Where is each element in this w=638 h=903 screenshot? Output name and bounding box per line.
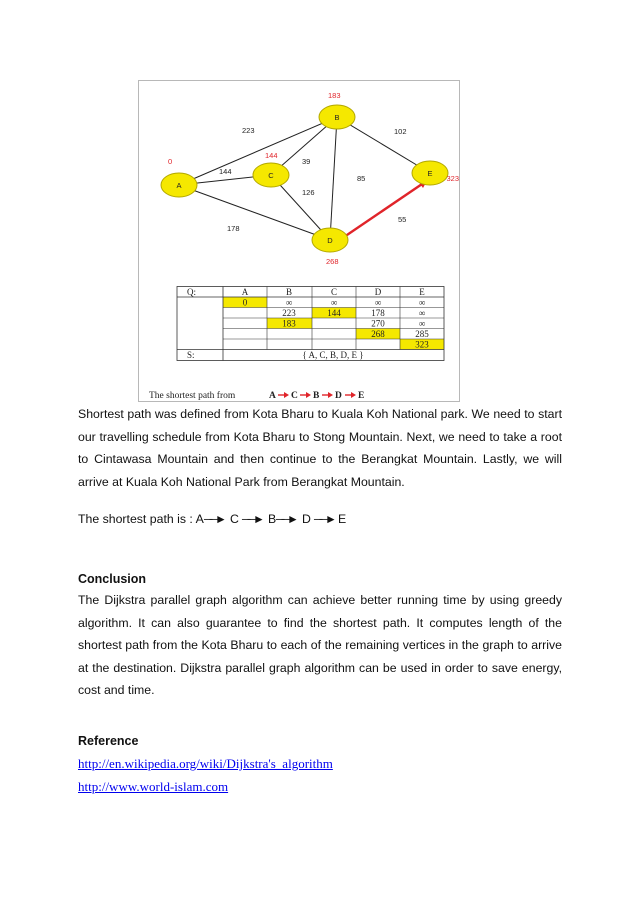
table-cell: 270 [371,318,385,329]
table-header-b: B [285,287,293,297]
table-cell: 178 [371,308,385,318]
table-cell: 0 [242,297,248,308]
caption-prefix: The shortest path from [149,391,236,401]
path-node: D [302,512,311,526]
table-cell: ∞ [285,297,293,308]
arrow-icon: ──► [204,512,224,526]
caption-node: D [335,391,342,401]
node-c [253,163,289,187]
table-s-label: S: [187,350,195,360]
conclusion-heading: Conclusion [78,572,147,586]
svg-text:B: B [334,113,340,122]
dist-d: 268 [326,257,339,266]
table-cell: ∞ [418,308,426,318]
table-header-a: A [241,287,249,297]
node-b [319,105,355,129]
dist-c: 144 [265,151,278,160]
edge-b-e [337,117,430,173]
reference-link-world-islam[interactable]: http://www.world-islam.com [78,779,229,794]
edge-d-e [344,182,425,237]
weight-c-d: 126 [302,188,315,197]
conclusion-paragraph: The Dijkstra parallel graph algorithm can achieve better running time by using greedy algorithm. It can also guarantee to find the shortest path. It computes length of the shortest path from the Kota Bharu to each of the remaining vertices in the graph to arrive at the destination. Dijkstra parallel graph algorithm can be used in order to save energy, cost and time. [78,593,562,697]
arrow-icon: ──► [276,512,296,526]
table-s-value: { A, C, B, D, E } [302,350,364,360]
table-cell: ∞ [418,297,426,308]
dist-b: 183 [328,91,341,100]
table-header-d: D [374,287,382,297]
shortest-path-label: The shortest path is : A [78,512,204,526]
svg-text:E: E [427,169,433,178]
dist-e: 323 [446,174,459,183]
table-cell: 285 [415,329,429,339]
node-d [312,228,348,252]
arrow-icon: ──► [314,512,334,526]
edge-b-d [330,117,337,240]
table-cell: ∞ [330,297,338,308]
weight-d-e: 55 [398,215,407,224]
weight-c-b: 39 [302,157,311,166]
table-cell: 223 [282,308,296,318]
weight-a-c: 144 [219,167,232,176]
reference-link-wikipedia[interactable]: http://en.wikipedia.org/wiki/Dijkstra's_algorithm [78,756,333,771]
path-node: C [230,512,239,526]
weight-b-d: 85 [357,174,366,183]
table-cell: 144 [327,308,341,318]
dist-a: 0 [168,157,173,166]
dijkstra-figure [138,80,460,402]
figure-caption [149,390,364,401]
caption-node: B [313,391,320,401]
svg-text:A: A [176,181,182,190]
table-cell: ∞ [418,318,426,329]
distance-table [177,287,444,361]
dijkstra-graph [139,81,460,402]
table-cell: 183 [282,318,296,329]
table-header-q: Q: [187,287,196,297]
table-cell: ∞ [374,297,382,308]
table-cell: 323 [415,339,429,350]
table-cell: 268 [371,329,385,339]
weight-a-b: 223 [242,126,255,135]
reference-heading: Reference [78,734,139,748]
arrow-icon: ──► [242,512,262,526]
svg-text:C: C [268,171,274,180]
node-a [161,173,197,197]
caption-node: E [358,391,365,401]
table-header-c: C [330,287,338,297]
caption-node: C [291,391,298,401]
path-node: B [268,512,277,526]
description-paragraph: Shortest path was defined from Kota Bharu to Kuala Koh National park. We need to start our travelling schedule from Kota Bharu to Stong Mountain. Next, we need to take a root to Cintawasa Mountain and then continue to the Berangkat Mountain. Lastly, we will arrive at Kuala Koh National Park from Berangkat Mountain. [78,407,562,489]
caption-node: A [269,391,276,401]
node-e [412,161,448,185]
path-node: E [338,512,347,526]
svg-text:D: D [327,236,333,245]
weight-b-e: 102 [394,127,407,136]
table-header-e: E [419,287,425,297]
weight-a-d: 178 [227,224,240,233]
